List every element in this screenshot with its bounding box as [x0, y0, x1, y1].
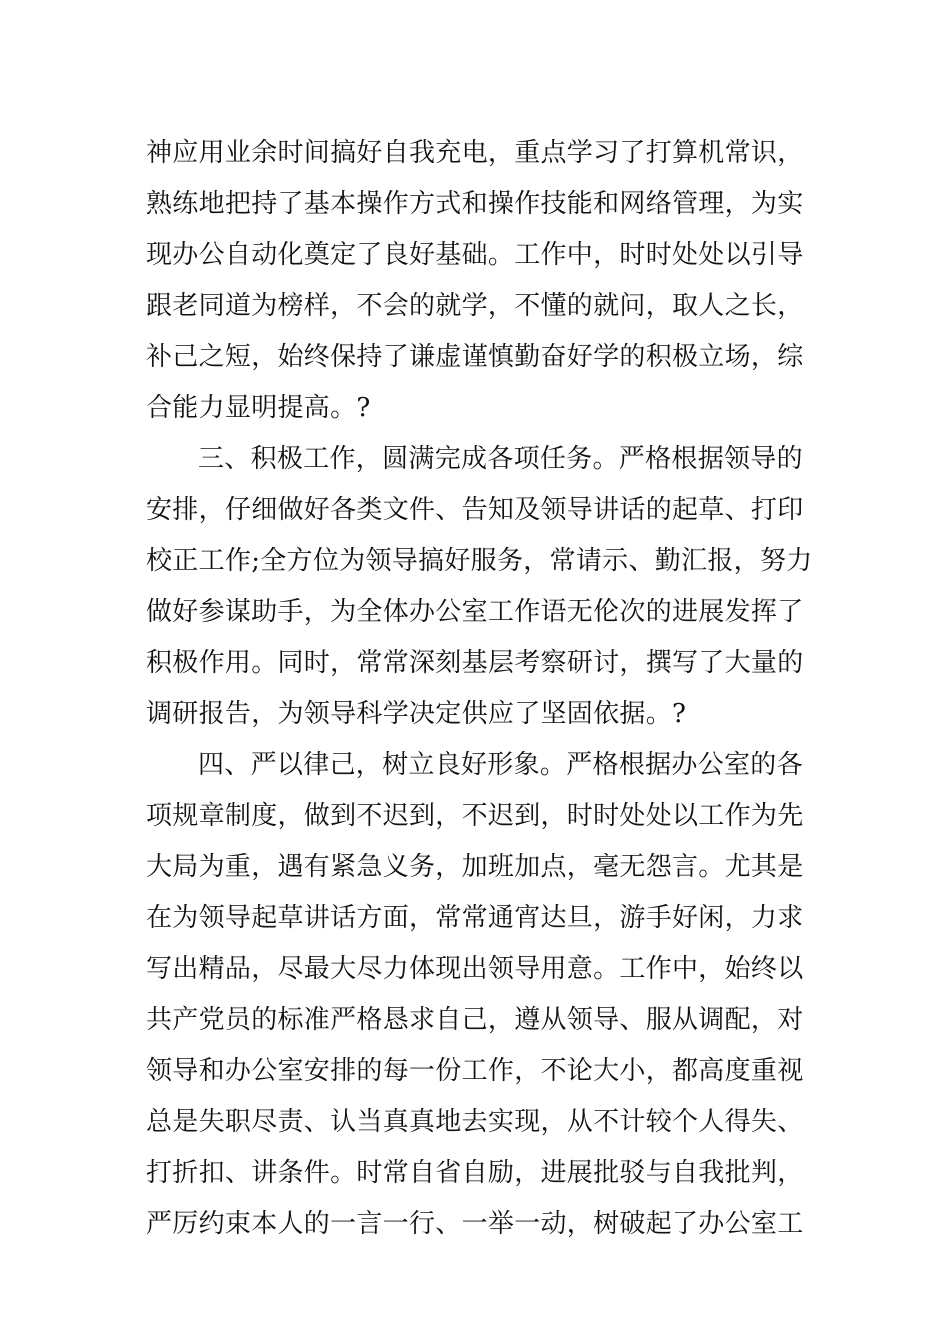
- text-line: 跟老同道为榜样，不会的就学，不懂的就问，取人之长，: [146, 291, 804, 321]
- text-line: 领导和办公室安排的每一份工作，不论大小，都高度重视: [146, 1056, 804, 1086]
- text-line: 项规章制度，做到不迟到，不迟到，时时处处以工作为先: [146, 801, 804, 831]
- text-line: 神应用业余时间搞好自我充电，重点学习了打算机常识，: [146, 138, 804, 168]
- text-line: 总是失职尽责、认当真真地去实现，从不计较个人得失、: [146, 1107, 804, 1137]
- paragraph-start-line: 四、严以律己，树立良好形象。严格根据办公室的各: [198, 750, 803, 780]
- text-line: 共产党员的标准严格恳求自己，遵从领导、服从调配，对: [146, 1005, 804, 1035]
- text-line: 熟练地把持了基本操作方式和操作技能和网络管理，为实: [146, 189, 804, 219]
- paragraph-start-line: 三、积极工作，圆满完成各项任务。严格根据领导的: [198, 444, 803, 474]
- text-line: 大局为重，遇有紧急义务，加班加点，毫无怨言。尤其是: [146, 852, 804, 882]
- text-line: 现办公自动化奠定了良好基础。工作中，时时处处以引导: [146, 240, 804, 270]
- text-line: 积极作用。同时，常常深刻基层考察研讨，撰写了大量的: [146, 648, 804, 678]
- text-line: 写出精品，尽最大尽力体现出领导用意。工作中，始终以: [146, 954, 804, 984]
- text-line: 安排，仔细做好各类文件、告知及领导讲话的起草、打印: [146, 495, 804, 525]
- text-line: 合能力显明提高。?: [146, 393, 371, 423]
- body-text: [146, 128, 816, 1250]
- text-line: 调研报告，为领导科学决定供应了坚固依据。?: [146, 699, 687, 729]
- text-line: 严厉约束本人的一言一行、一举一动，树破起了办公室工: [146, 1209, 804, 1239]
- text-line: 补己之短，始终保持了谦虚谨慎勤奋好学的积极立场，综: [146, 342, 804, 372]
- text-line: 打折扣、讲条件。时常自省自励，进展批驳与自我批判，: [146, 1158, 804, 1188]
- text-line: 校正工作;全方位为领导搞好服务，常请示、勤汇报，努力: [146, 546, 813, 576]
- text-line: 在为领导起草讲话方面，常常通宵达旦，游手好闲，力求: [146, 903, 804, 933]
- text-line: 做好参谋助手，为全体办公室工作语无伦次的进展发挥了: [146, 597, 804, 627]
